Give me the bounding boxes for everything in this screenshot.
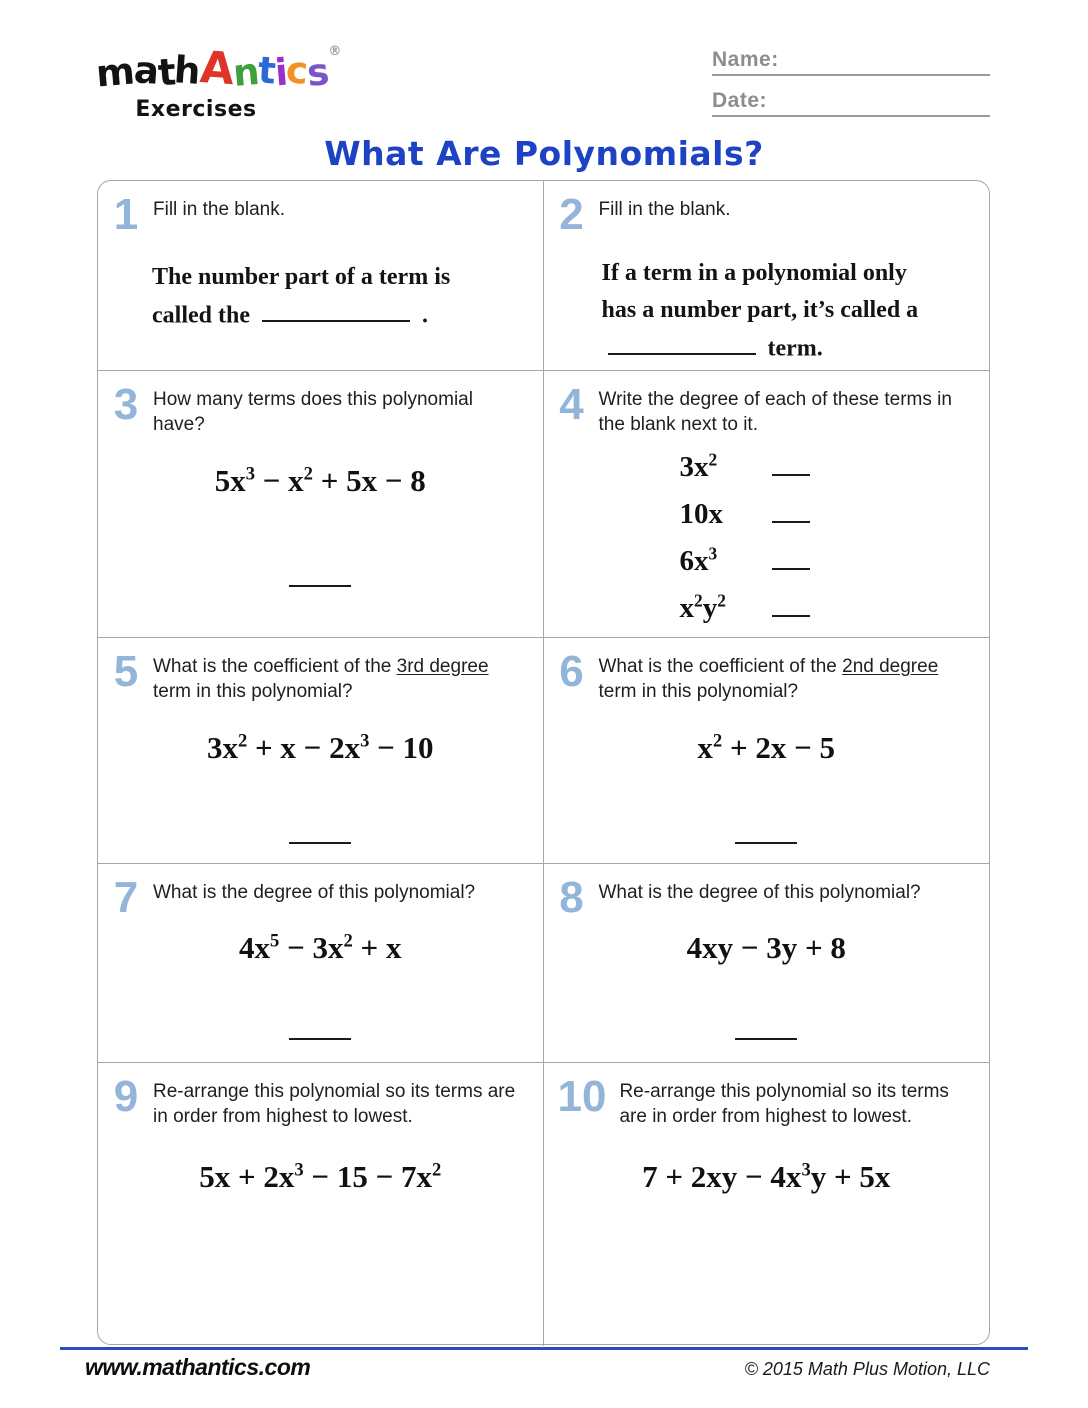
math-antics-logo — [94, 41, 341, 122]
term-row — [680, 592, 976, 625]
answer-blank[interactable] — [289, 842, 351, 844]
question-cell-7 — [98, 864, 544, 1063]
question-number: 5 — [113, 647, 139, 696]
instruction-underlined: 3rd degree — [396, 656, 489, 677]
answer-blank[interactable] — [772, 554, 810, 570]
question-cell-4 — [544, 371, 990, 638]
question-cell-1 — [98, 181, 544, 371]
question-number: 4 — [559, 380, 584, 429]
question-cell-6 — [544, 638, 990, 864]
name-input-line[interactable] — [712, 48, 990, 76]
body-text-before: The number part of a term is called the — [152, 263, 451, 329]
answer-blank[interactable] — [608, 329, 756, 355]
answer-blank[interactable] — [289, 1038, 351, 1040]
polynomial-expression: $5x + 2x^3 - 15 - 7x^2$ — [199, 1159, 442, 1195]
footer-divider — [60, 1347, 1028, 1350]
instruction-text: term in this polynomial? — [598, 681, 799, 703]
question-body — [152, 259, 512, 335]
term-expression: 10x — [679, 498, 723, 531]
date-label: Date: — [712, 89, 768, 112]
question-instruction — [153, 650, 528, 704]
question-cell-8 — [544, 864, 990, 1063]
answer-blank[interactable] — [735, 842, 797, 844]
term-expression: $3x^2$ — [679, 449, 718, 484]
polynomial-expression: $7 + 2xy - 4x^3y + 5x$ — [642, 1159, 891, 1195]
term-expression: $6x^3$ — [679, 543, 718, 578]
question-number: 3 — [113, 380, 139, 429]
polynomial-expression: 4xy − 3y + 8 — [686, 929, 846, 965]
instruction-text: What is the coefficient of the — [153, 656, 397, 677]
instruction-underlined: 2nd degree — [842, 656, 939, 677]
question-number: 2 — [559, 190, 584, 239]
footer — [85, 1354, 990, 1381]
question-number: 1 — [113, 190, 139, 239]
term-row — [680, 451, 976, 484]
instruction-text: term in this polynomial? — [153, 681, 353, 703]
question-number: 7 — [113, 873, 139, 922]
answer-blank[interactable] — [289, 585, 351, 587]
term-row — [680, 545, 976, 578]
body-text-after: term. — [767, 335, 823, 362]
answer-blank[interactable] — [735, 1038, 797, 1040]
question-instruction — [599, 650, 974, 704]
polynomial-expression: $3x^2 + x - 2x^3 - 10$ — [206, 730, 434, 766]
date-input-line[interactable] — [712, 89, 990, 117]
name-label: Name: — [712, 48, 779, 71]
question-instruction: What is the degree of this polynomial? — [153, 882, 476, 903]
question-number: 10 — [557, 1072, 607, 1121]
question-instruction: Fill in the blank. — [598, 199, 731, 220]
question-cell-9 — [98, 1063, 544, 1346]
question-instruction: Write the degree of each of these terms in the blank next to it. — [598, 389, 952, 436]
question-number: 8 — [559, 873, 584, 922]
page-title: What Are Polynomials? — [324, 134, 764, 173]
registered-mark-icon: ® — [328, 44, 341, 59]
terms-list — [680, 451, 976, 625]
copyright-text: © 2015 Math Plus Motion, LLC — [744, 1359, 990, 1379]
polynomial-expression: $x^2 + 2x - 5$ — [697, 730, 836, 766]
instruction-text: What is the coefficient of the — [598, 656, 843, 677]
question-instruction: Re-arrange this polynomial so its terms are in order from highest to lowest. — [619, 1081, 949, 1128]
answer-blank[interactable] — [262, 296, 410, 322]
logo-subtitle: Exercises — [135, 97, 257, 122]
answer-blank[interactable] — [772, 507, 810, 523]
body-text-before: If a term in a polynomial only has a number part, it’s called a — [601, 259, 919, 323]
question-grid — [97, 180, 990, 1345]
website-link[interactable]: www.mathantics.com — [85, 1354, 311, 1380]
polynomial-expression: $4x^5 - 3x^2 + x$ — [239, 929, 402, 965]
question-instruction: Re-arrange this polynomial so its terms are in order from highest to lowest. — [153, 1081, 516, 1128]
question-instruction: What is the degree of this polynomial? — [598, 882, 921, 903]
term-expression: $x^2y^2$ — [679, 590, 726, 625]
question-cell-10 — [544, 1063, 990, 1346]
question-number: 9 — [113, 1072, 139, 1121]
polynomial-expression: $5x^3 - x^2 + 5x - 8$ — [214, 463, 426, 499]
body-text-after: . — [421, 302, 428, 329]
logo-wordmark: mathAntics® — [94, 41, 341, 96]
question-cell-2 — [544, 181, 990, 371]
question-cell-3 — [98, 371, 544, 638]
term-row — [680, 498, 976, 531]
question-body — [602, 255, 942, 368]
answer-blank[interactable] — [772, 601, 810, 617]
question-number: 6 — [559, 647, 584, 696]
question-cell-5 — [98, 638, 544, 864]
question-instruction: Fill in the blank. — [153, 199, 286, 220]
name-date-fields — [712, 48, 990, 130]
question-instruction: How many terms does this polynomial have? — [153, 389, 473, 436]
answer-blank[interactable] — [772, 460, 810, 476]
